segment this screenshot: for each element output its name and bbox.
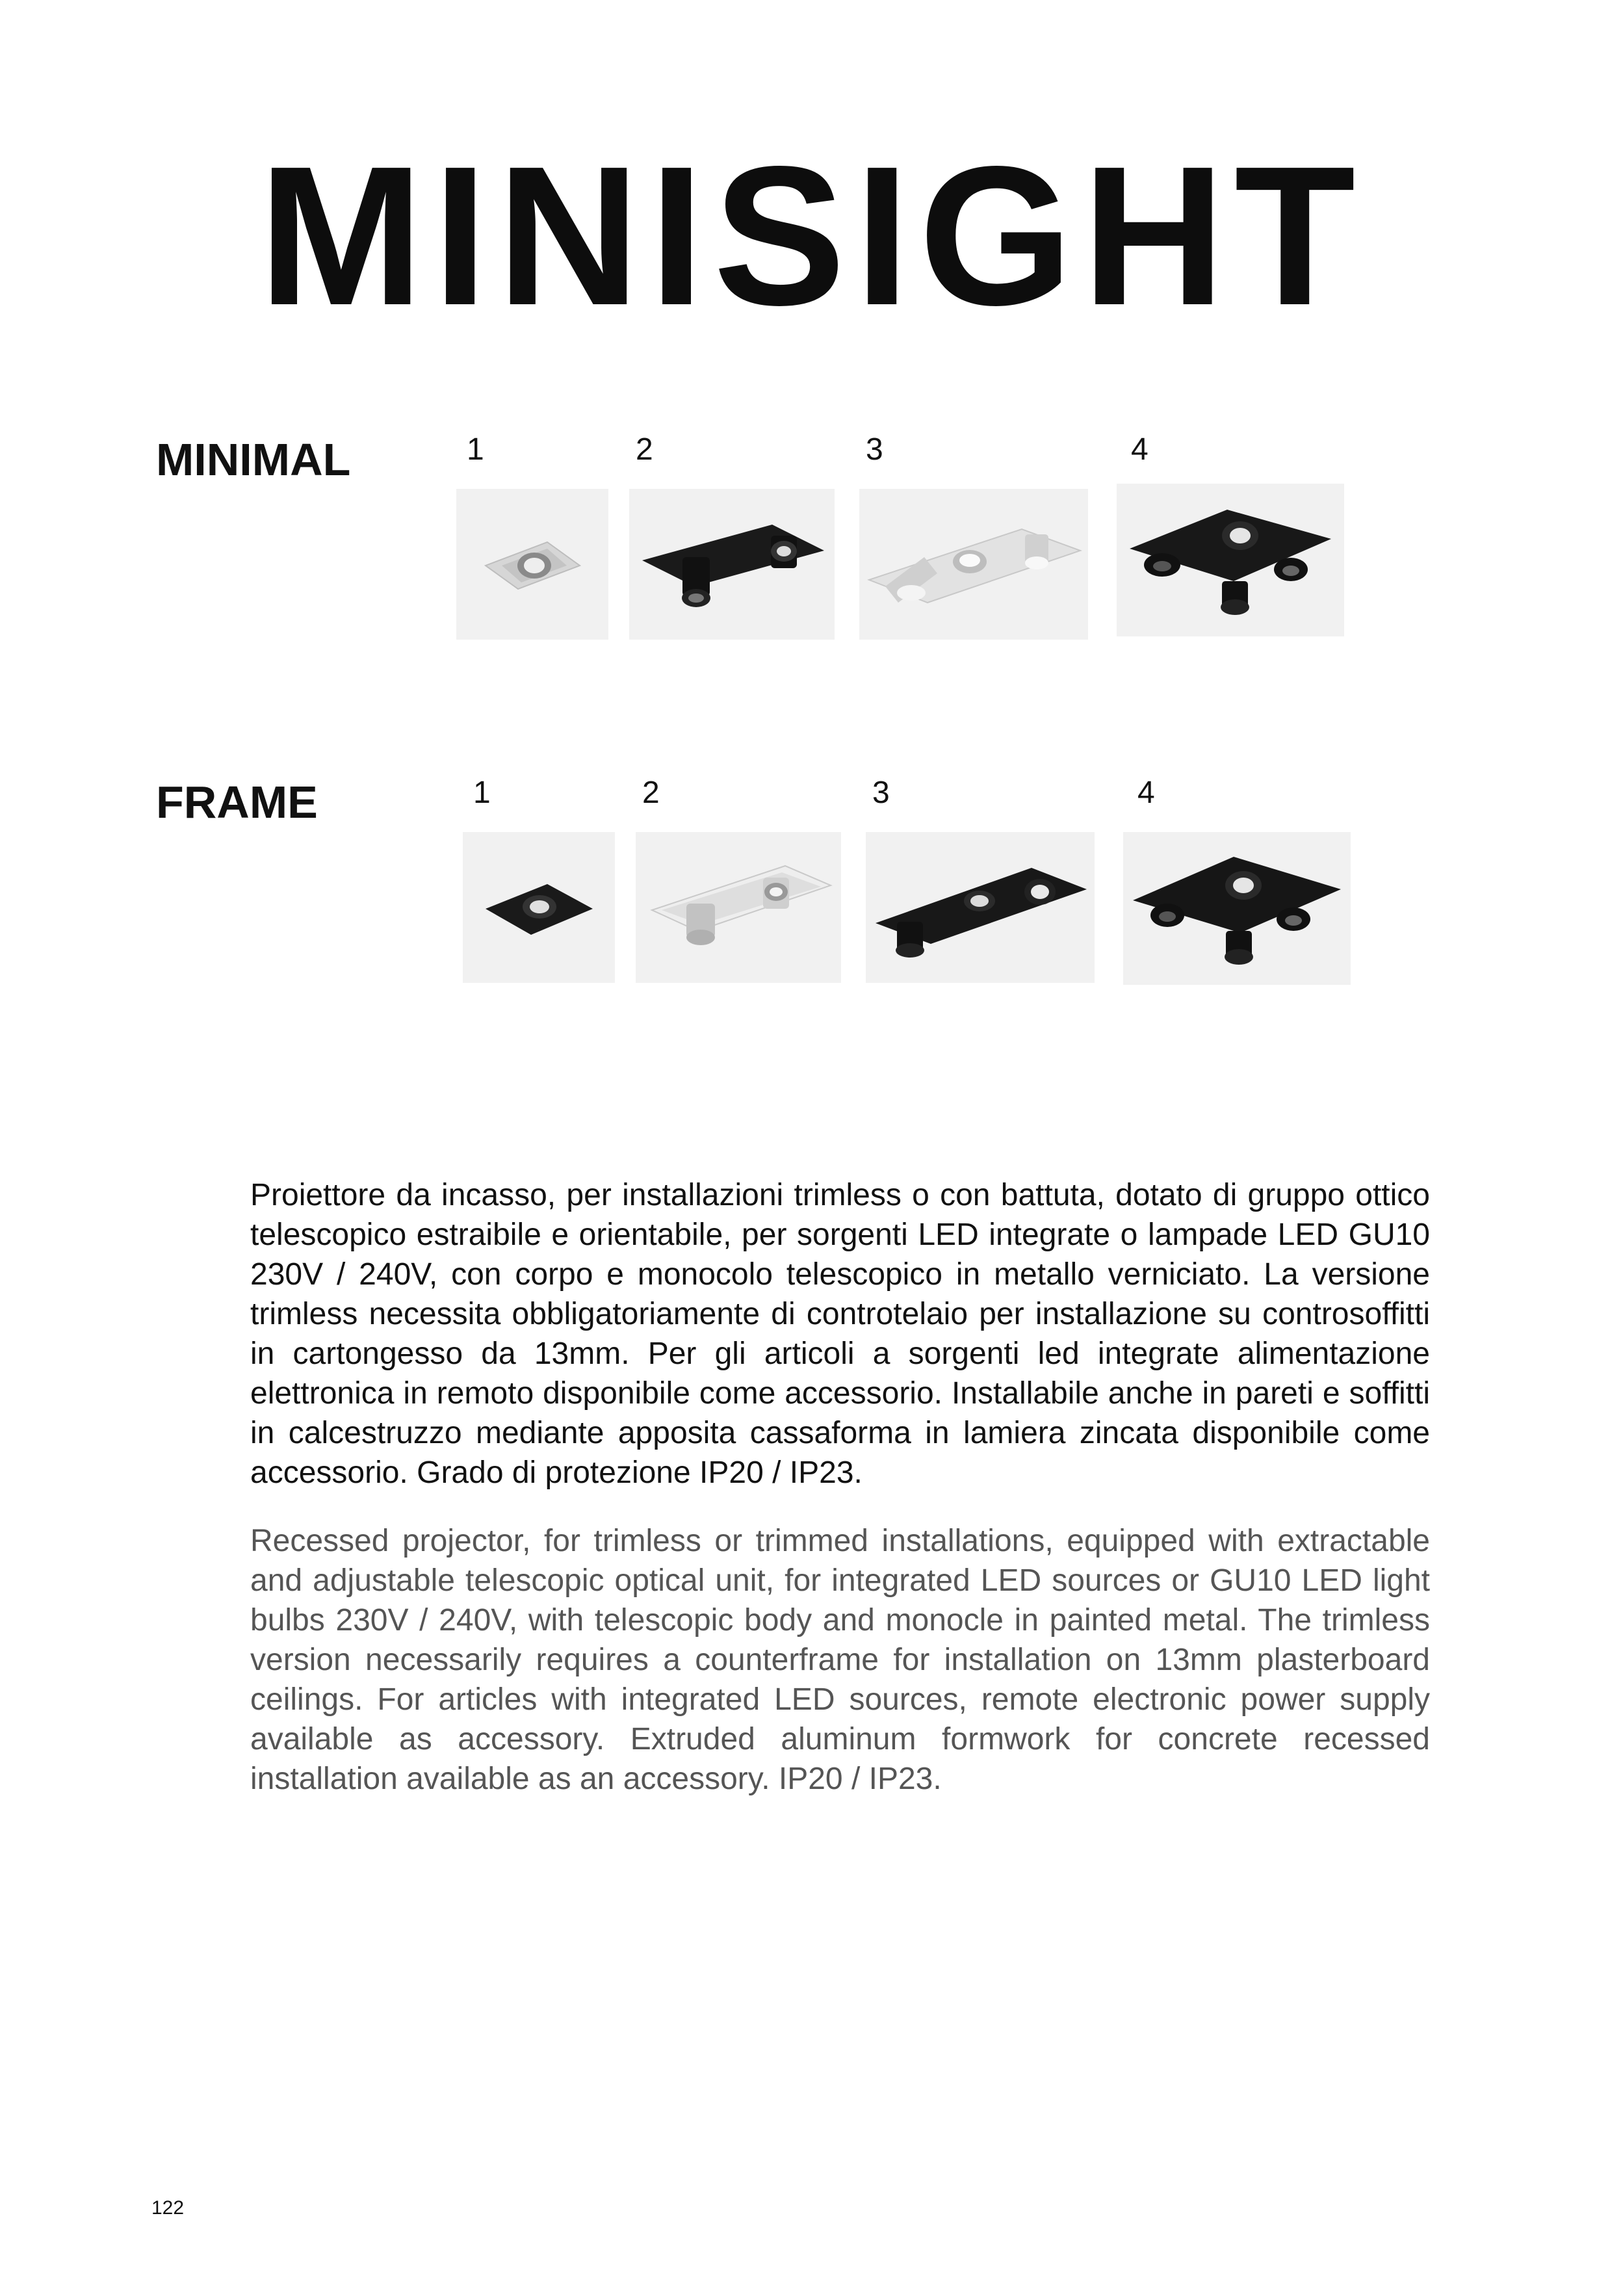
- product-image-frame-3: [866, 832, 1095, 983]
- description-italian: Proiettore da incasso, per installazioni trimless o con battuta, dotato di gruppo ottico telescopico estraibile e orientabile, per sorgenti LED integrate o lampade LED GU10 230V / 240V, con corpo e monocolo telescopico in metallo verniciato. La versione trimless necessita obbligatoriamente di controtelaio per installazione su controsoffitti in cartongesso da 13mm. Per gli articoli a sorgenti led integrate alimentazione elettronica in remoto disponibile come accessorio. Installabile anche in pareti e soffitti in calcestruzzo mediante apposita cassaforma in lamiera zincata disponibile come accessorio. Grado di protezione IP20 / IP23.: [250, 1178, 1430, 1490]
- product-image-frame-4: [1123, 832, 1351, 985]
- description-english: Recessed projector, for trimless or trimmed installations, equipped with extractable and adjustable telescopic optical unit, for integrated LED sources or GU10 LED light bulbs 230V / 240V, with telescopic body and monocle in painted metal. The trimless version necessarily requires a counterframe for installation on 13mm plasterboard ceilings. For articles with integrated LED sources, remote electronic power supply available as accessory. Extruded aluminum formwork for concrete recessed installation available as an accessory. IP20 / IP23.: [250, 1524, 1430, 1796]
- item-number: 2: [636, 432, 653, 467]
- product-image-minimal-2: [629, 489, 835, 640]
- section-label-frame: FRAME: [156, 777, 318, 828]
- item-number: 3: [872, 776, 890, 810]
- item-number: 1: [467, 432, 484, 467]
- item-number: 1: [473, 776, 491, 810]
- product-image-frame-1: [463, 832, 615, 983]
- item-number: 4: [1137, 776, 1155, 810]
- item-number: 4: [1131, 432, 1149, 467]
- product-image-minimal-1: [456, 489, 608, 640]
- product-image-minimal-4: [1117, 484, 1344, 636]
- item-number: 2: [642, 776, 660, 810]
- product-image-frame-2: [636, 832, 841, 983]
- section-label-minimal: MINIMAL: [156, 434, 351, 485]
- page-title: MINISIGHT: [258, 125, 1365, 346]
- item-number: 3: [866, 432, 883, 467]
- product-image-minimal-3: [859, 489, 1088, 640]
- page-number: 122: [151, 2197, 185, 2219]
